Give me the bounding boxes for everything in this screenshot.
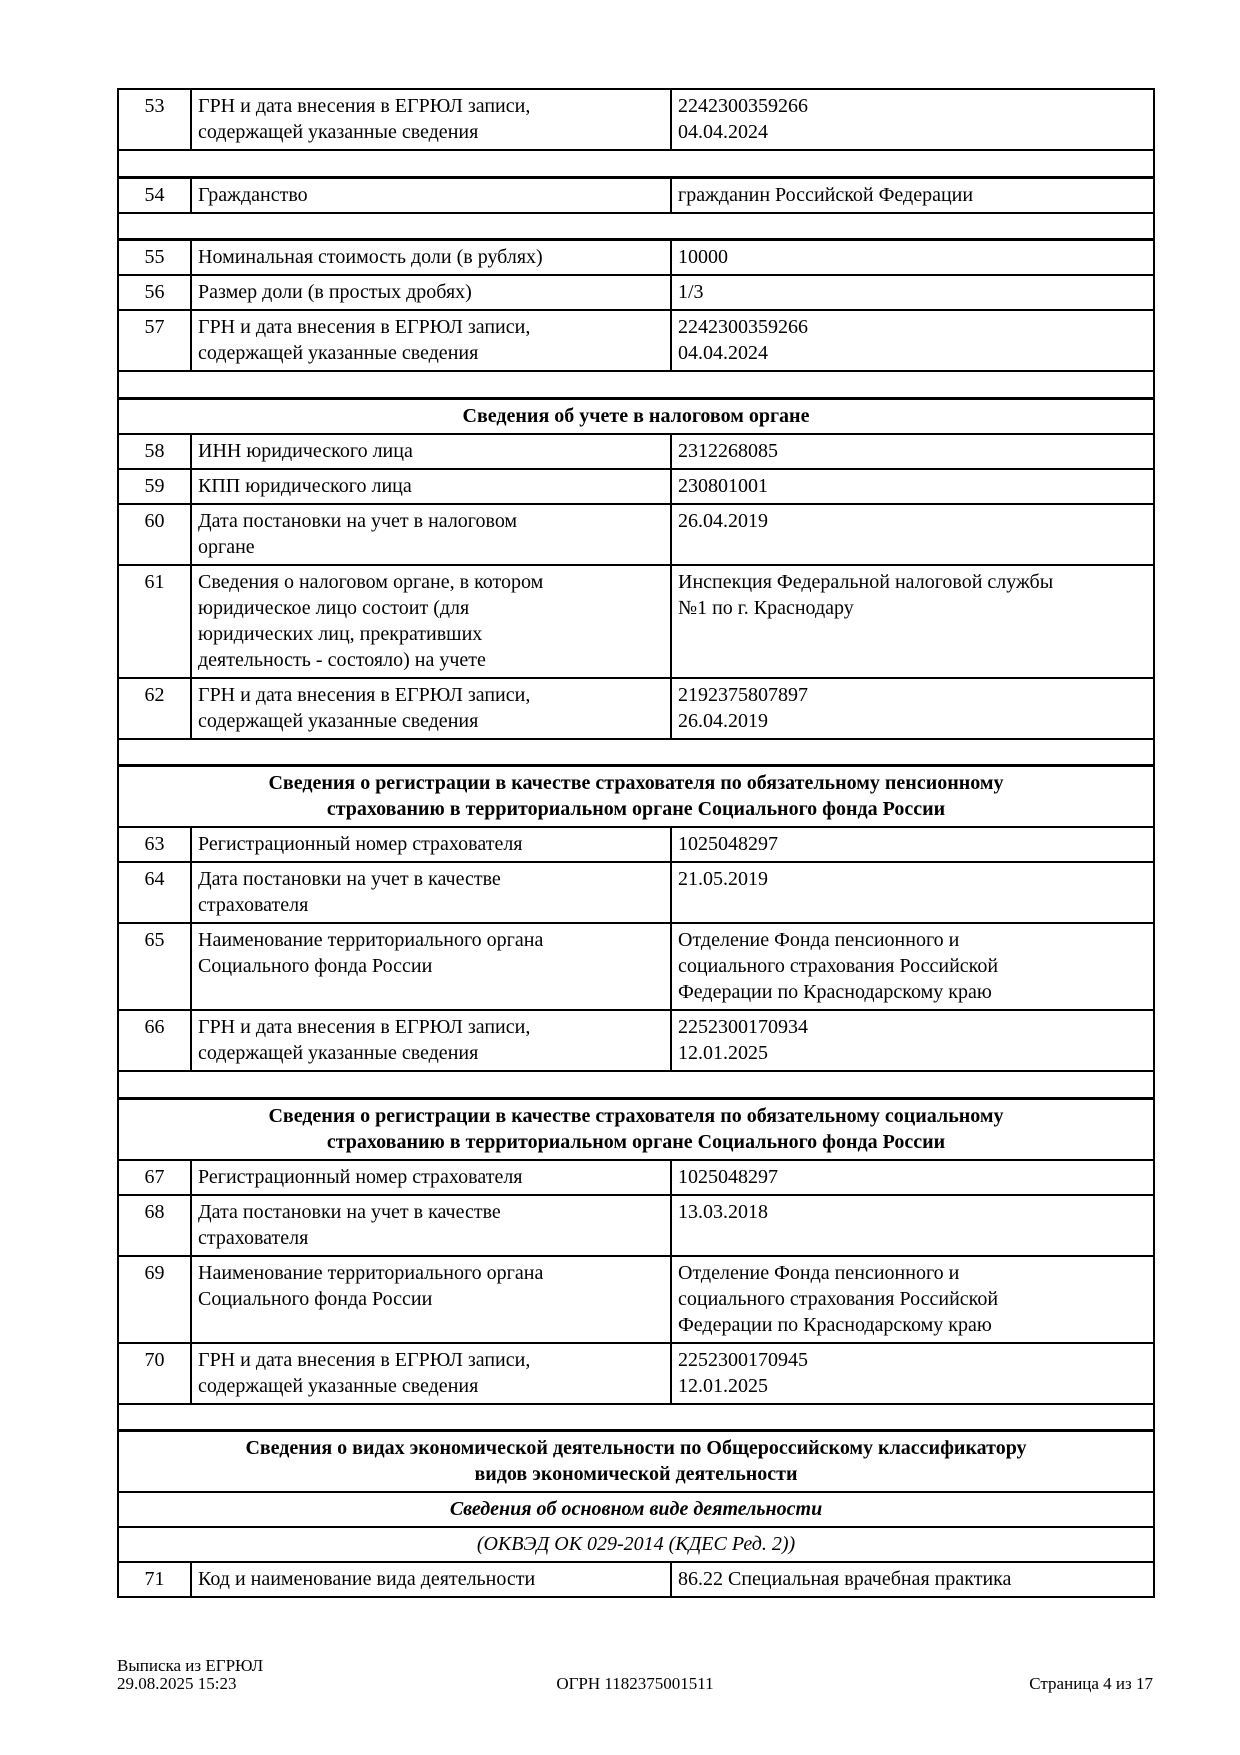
- text-line: 2312268085: [678, 439, 778, 462]
- text-line: 1/3: [678, 281, 704, 303]
- text-line: Социального фонда России: [198, 1287, 433, 1310]
- row-number: 56: [118, 275, 191, 310]
- text-line: Регистрационный номер страхователя: [198, 1165, 523, 1188]
- text-line: Сведения о регистрации в качестве страхователя по обязательному пенсионному: [268, 772, 1004, 794]
- table-row-65: [118, 923, 1154, 1010]
- row-label: [191, 177, 671, 213]
- text-line: ГРН и дата внесения в ЕГРЮЛ записи,: [198, 316, 531, 338]
- text-line: 26.04.2019: [678, 709, 768, 732]
- text-line: Сведения о видах экономической деятельности по Общероссийскому классификатору: [245, 1437, 1027, 1459]
- text-line: 12.01.2025: [678, 1042, 768, 1064]
- spacer-row: [118, 371, 1154, 398]
- row-label: [191, 565, 671, 678]
- text-line: Код и наименование вида деятельности: [198, 1568, 536, 1590]
- text-line: 10000: [678, 246, 728, 268]
- table-row-59: [118, 469, 1154, 504]
- section-row: [118, 398, 1154, 434]
- row-label: [191, 89, 671, 150]
- text-line: Дата постановки на учет в качестве: [198, 1200, 501, 1223]
- row-label: [191, 862, 671, 923]
- row-label: [191, 1195, 671, 1256]
- text-line: 2252300170934: [678, 1016, 808, 1038]
- footer-ogrn: ОГРН 1182375001511: [556, 1674, 714, 1693]
- text-line: 26.04.2019: [678, 509, 768, 532]
- row-value: [671, 310, 1154, 371]
- table-row-61: [118, 565, 1154, 678]
- table-row-68: [118, 1195, 1154, 1256]
- text-line: 13.03.2018: [678, 1200, 768, 1223]
- row-value: [671, 1195, 1154, 1256]
- row-number: 62: [118, 678, 191, 739]
- table-row-69: [118, 1256, 1154, 1343]
- text-line: 2252300170945: [678, 1348, 808, 1371]
- text-line: Отделение Фонда пенсионного и: [678, 929, 960, 951]
- table-row-67: [118, 1160, 1154, 1195]
- footer-datetime: 29.08.2025 15:23: [117, 1674, 237, 1693]
- spacer-cell: [118, 150, 1154, 177]
- row-value: [671, 827, 1154, 862]
- text-line: ГРН и дата внесения в ЕГРЮЛ записи,: [198, 95, 531, 117]
- text-line: Социального фонда России: [198, 955, 433, 977]
- text-line: 230801001: [678, 474, 768, 497]
- table-row-64: [118, 862, 1154, 923]
- subsection-header: [118, 1527, 1154, 1562]
- subsection-italic-row: [118, 1527, 1154, 1562]
- text-line: страхователя: [198, 1226, 309, 1249]
- text-line: 2242300359266: [678, 316, 808, 338]
- spacer-row: [118, 1071, 1154, 1098]
- table-row-62: [118, 678, 1154, 739]
- section-row: [118, 1098, 1154, 1160]
- footer-doc-title: Выписка из ЕГРЮЛ: [117, 1656, 264, 1675]
- text-line: (ОКВЭД ОК 029-2014 (КДЕС Ред. 2)): [476, 1533, 796, 1555]
- text-line: Сведения о налоговом органе, в котором: [198, 570, 544, 593]
- text-line: содержащей указанные сведения: [198, 342, 479, 364]
- table-row-54: [118, 177, 1154, 213]
- row-number: 64: [118, 862, 191, 923]
- row-value: [671, 678, 1154, 739]
- text-line: Сведения о регистрации в качестве страхователя по обязательному социальному: [268, 1104, 1004, 1127]
- text-line: гражданин Российской Федерации: [678, 183, 974, 206]
- text-line: социального страхования Российской: [678, 955, 999, 977]
- text-line: 04.04.2024: [678, 342, 768, 364]
- text-line: социального страхования Российской: [678, 1287, 999, 1310]
- text-line: видов экономической деятельности: [474, 1463, 798, 1485]
- section-header: [118, 398, 1154, 434]
- text-line: Наименование территориального органа: [198, 1261, 544, 1284]
- section-header: [118, 766, 1154, 828]
- spacer-row: [118, 213, 1154, 240]
- spacer-cell: [118, 1404, 1154, 1431]
- page-footer: [117, 1657, 1153, 1693]
- text-line: юридическое лицо состоит (для: [198, 596, 470, 619]
- text-line: Федерации по Краснодарскому краю: [678, 1313, 992, 1336]
- text-line: 12.01.2025: [678, 1374, 768, 1397]
- text-line: ГРН и дата внесения в ЕГРЮЛ записи,: [198, 683, 531, 706]
- table-row-56: [118, 275, 1154, 310]
- row-number: 67: [118, 1160, 191, 1195]
- spacer-cell: [118, 371, 1154, 398]
- text-line: деятельность - состояло) на учете: [198, 648, 486, 671]
- footer-line: [117, 1675, 1153, 1693]
- text-line: ГРН и дата внесения в ЕГРЮЛ записи,: [198, 1016, 531, 1038]
- row-label: [191, 827, 671, 862]
- row-label: [191, 1010, 671, 1071]
- row-number: 57: [118, 310, 191, 371]
- text-line: страхователя: [198, 894, 309, 916]
- row-value: [671, 177, 1154, 213]
- text-line: содержащей указанные сведения: [198, 1042, 479, 1064]
- spacer-row: [118, 1404, 1154, 1431]
- row-value: [671, 469, 1154, 504]
- row-number: 63: [118, 827, 191, 862]
- row-label: [191, 1343, 671, 1404]
- row-number: 68: [118, 1195, 191, 1256]
- row-number: 60: [118, 504, 191, 565]
- text-line: Сведения об основном виде деятельности: [449, 1498, 823, 1520]
- text-line: 1025048297: [678, 833, 778, 855]
- row-number: 58: [118, 434, 191, 469]
- text-line: 2192375807897: [678, 683, 808, 706]
- text-line: Наименование территориального органа: [198, 929, 544, 951]
- text-line: Размер доли (в простых дробях): [198, 281, 472, 303]
- table-row-58: [118, 434, 1154, 469]
- row-label: [191, 504, 671, 565]
- text-line: КПП юридического лица: [198, 474, 412, 497]
- text-line: Регистрационный номер страхователя: [198, 833, 523, 855]
- row-label: [191, 240, 671, 276]
- text-line: страхованию в территориальном органе Социального фонда России: [326, 1130, 946, 1153]
- row-value: [671, 862, 1154, 923]
- spacer-cell: [118, 1071, 1154, 1098]
- row-label: [191, 310, 671, 371]
- table-row-55: [118, 240, 1154, 276]
- row-value: [671, 1160, 1154, 1195]
- text-line: ИНН юридического лица: [198, 439, 413, 462]
- text-line: 04.04.2024: [678, 121, 768, 143]
- row-value: [671, 434, 1154, 469]
- row-number: 69: [118, 1256, 191, 1343]
- text-line: Номинальная стоимость доли (в рублях): [198, 246, 543, 268]
- row-value: [671, 1343, 1154, 1404]
- table-row-53: [118, 89, 1154, 150]
- row-number: 53: [118, 89, 191, 150]
- row-number: 70: [118, 1343, 191, 1404]
- spacer-cell: [118, 739, 1154, 766]
- text-line: ГРН и дата внесения в ЕГРЮЛ записи,: [198, 1348, 531, 1371]
- section-row: [118, 766, 1154, 828]
- spacer-row: [118, 150, 1154, 177]
- row-value: [671, 89, 1154, 150]
- row-number: 65: [118, 923, 191, 1010]
- row-number: 61: [118, 565, 191, 678]
- text-line: Инспекция Федеральной налоговой службы: [678, 570, 1054, 593]
- text-line: Сведения об учете в налоговом органе: [462, 404, 810, 427]
- text-line: содержащей указанные сведения: [198, 709, 479, 732]
- table-row-71: [118, 1562, 1154, 1597]
- spacer-row: [118, 739, 1154, 766]
- text-line: 86.22 Специальная врачебная практика: [678, 1568, 1012, 1590]
- text-line: 1025048297: [678, 1165, 778, 1188]
- row-label: [191, 434, 671, 469]
- spacer-cell: [118, 213, 1154, 240]
- table-row-57: [118, 310, 1154, 371]
- text-line: 2242300359266: [678, 95, 808, 117]
- row-value: [671, 1562, 1154, 1597]
- text-line: содержащей указанные сведения: [198, 1374, 479, 1397]
- text-line: Дата постановки на учет в налоговом: [198, 509, 518, 532]
- text-line: 21.05.2019: [678, 868, 768, 890]
- row-label: [191, 469, 671, 504]
- row-label: [191, 678, 671, 739]
- row-value: [671, 504, 1154, 565]
- text-line: Дата постановки на учет в качестве: [198, 868, 501, 890]
- table-row-60: [118, 504, 1154, 565]
- text-line: Отделение Фонда пенсионного и: [678, 1261, 960, 1284]
- section-header: [118, 1431, 1154, 1493]
- subsection-header: [118, 1492, 1154, 1527]
- row-label: [191, 1160, 671, 1195]
- row-number: 54: [118, 177, 191, 213]
- row-label: [191, 1562, 671, 1597]
- text-line: юридических лиц, прекративших: [198, 622, 483, 645]
- egrul-extract-table: [117, 88, 1155, 1598]
- footer-page-number: Страница 4 из 17: [1029, 1674, 1153, 1693]
- row-value: [671, 240, 1154, 276]
- table-row-66: [118, 1010, 1154, 1071]
- row-label: [191, 923, 671, 1010]
- row-label: [191, 1256, 671, 1343]
- subsection-bold-italic-row: [118, 1492, 1154, 1527]
- text-line: страхованию в территориальном органе Социального фонда России: [326, 798, 946, 820]
- row-value: [671, 1256, 1154, 1343]
- row-value: [671, 565, 1154, 678]
- table-row-70: [118, 1343, 1154, 1404]
- section-header: [118, 1098, 1154, 1160]
- table-row-63: [118, 827, 1154, 862]
- row-number: 71: [118, 1562, 191, 1597]
- text-line: №1 по г. Краснодару: [678, 596, 854, 619]
- text-line: Гражданство: [198, 183, 308, 206]
- text-line: органе: [198, 535, 255, 558]
- text-line: содержащей указанные сведения: [198, 121, 479, 143]
- row-value: [671, 923, 1154, 1010]
- section-row: [118, 1431, 1154, 1493]
- row-number: 59: [118, 469, 191, 504]
- row-value: [671, 275, 1154, 310]
- row-label: [191, 275, 671, 310]
- row-number: 55: [118, 240, 191, 276]
- row-value: [671, 1010, 1154, 1071]
- text-line: Федерации по Краснодарскому краю: [678, 981, 992, 1003]
- row-number: 66: [118, 1010, 191, 1071]
